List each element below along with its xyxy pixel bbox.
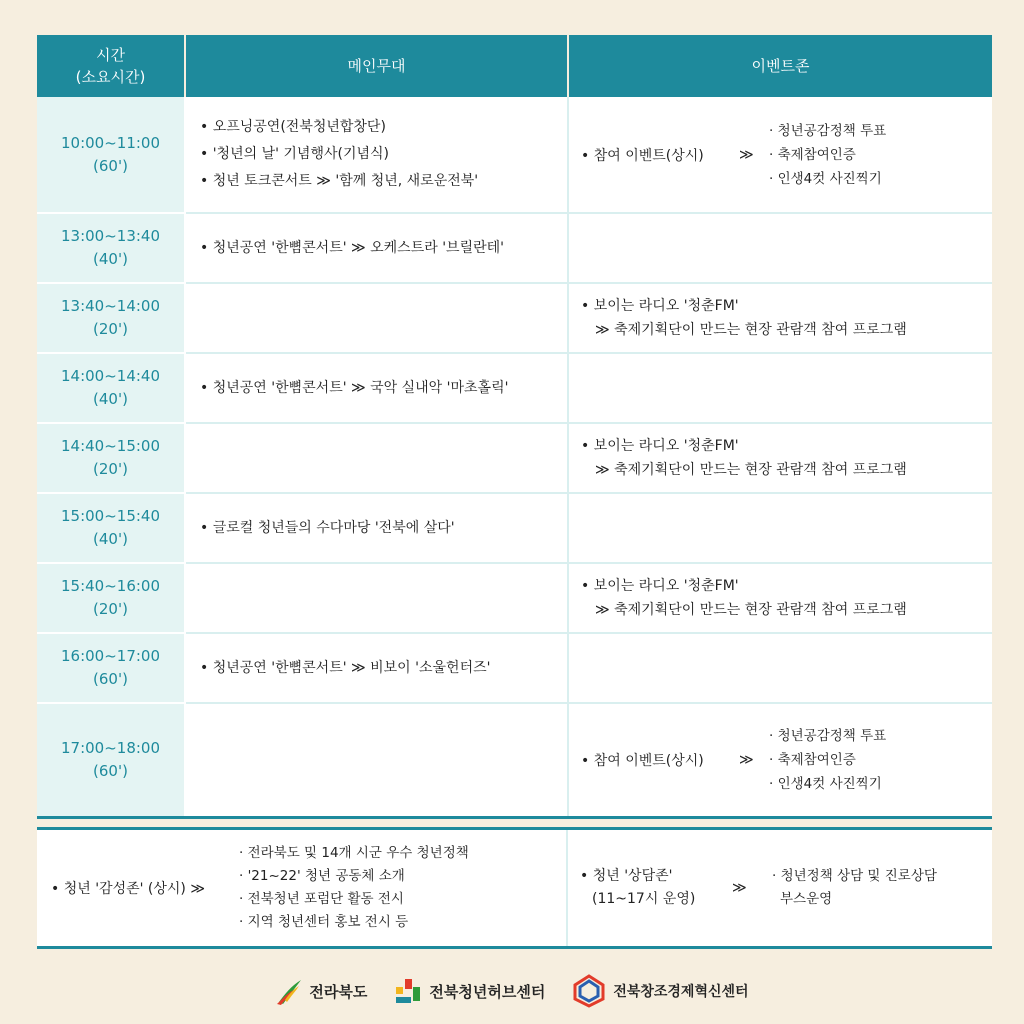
event-sub-item: · 인생4컷 사진찍기 xyxy=(769,170,882,187)
header-time-line2: (소요시간) xyxy=(75,68,146,86)
event-zone-cell xyxy=(568,97,992,213)
event-zone-cell xyxy=(568,353,992,423)
main-item: • 글로컬 청년들의 수다마당 '전북에 살다' xyxy=(200,519,455,536)
event-label: • 참여 이벤트(상시) xyxy=(581,147,704,164)
time-duration: (60') xyxy=(93,670,128,688)
event-sub-item: · 축제참여인증 xyxy=(769,751,856,768)
main-stage-cell xyxy=(185,493,568,563)
time-range: 13:00~13:40 xyxy=(60,227,161,245)
emotion-zone-cell xyxy=(37,830,568,946)
time-cell xyxy=(37,213,185,283)
consult-zone-hours: (11~17시 운영) xyxy=(592,891,696,907)
event-sub-item: · 축제참여인증 xyxy=(769,146,856,163)
event-zone-cell xyxy=(568,493,992,563)
emotion-zone-label: • 청년 '감성존' (상시) ≫ xyxy=(51,881,206,897)
main-stage-cell xyxy=(185,283,568,353)
main-item: • '청년의 날' 기념행사(기념식) xyxy=(200,146,389,162)
main-item: • 청년공연 '한뼘콘서트' ≫ 국악 실내악 '마초홀릭' xyxy=(200,379,509,396)
logo-youth-hub xyxy=(393,975,545,1007)
time-cell xyxy=(37,97,185,213)
table-row xyxy=(37,213,992,283)
time-duration: (40') xyxy=(93,250,128,268)
main-stage-cell xyxy=(185,633,568,703)
time-duration: (20') xyxy=(93,320,128,338)
logo-text: 전북창조경제혁신센터 xyxy=(613,984,749,1000)
table-row xyxy=(37,493,992,563)
radio-title: • 보이는 라디오 '청춘FM' xyxy=(581,298,739,314)
time-range: 15:00~15:40 xyxy=(60,507,161,525)
time-range: 10:00~11:00 xyxy=(60,133,161,152)
emotion-zone-item: · 전북청년 포럼단 활동 전시 xyxy=(239,891,404,907)
main-item: • 청년공연 '한뼘콘서트' ≫ 오케스트라 '브릴란테' xyxy=(200,239,504,256)
emotion-zone-item: · 전라북도 및 14개 시군 우수 청년정책 xyxy=(239,845,469,861)
event-sub-item: · 청년공감정책 투표 xyxy=(769,122,887,139)
main-stage-cell xyxy=(185,213,568,283)
table-row xyxy=(37,283,992,353)
consult-zone-label: • 청년 '상담존' xyxy=(580,868,673,884)
radio-desc: ≫ 축제기획단이 만드는 현장 관람객 참여 프로그램 xyxy=(595,602,907,618)
event-zone-cell xyxy=(568,703,992,817)
time-range: 13:40~14:00 xyxy=(60,297,161,315)
time-duration: (20') xyxy=(93,600,128,618)
jeonbuk-emblem-icon xyxy=(275,976,303,1006)
event-label: • 참여 이벤트(상시) xyxy=(581,752,704,769)
consult-zone-cell xyxy=(568,830,992,946)
time-duration: (20') xyxy=(93,460,128,478)
time-duration: (60') xyxy=(93,761,128,780)
logo-jeollabuk-do xyxy=(275,976,367,1006)
time-range: 14:40~15:00 xyxy=(60,437,161,455)
time-cell xyxy=(37,493,185,563)
time-cell xyxy=(37,283,185,353)
logo-creative-economy xyxy=(571,973,748,1009)
table-row xyxy=(37,97,992,213)
time-range: 14:00~14:40 xyxy=(60,367,161,385)
arrow-icon: ≫ xyxy=(739,146,754,163)
event-zone-cell xyxy=(568,423,992,493)
arrow-icon: ≫ xyxy=(732,880,747,896)
event-zone-cell xyxy=(568,633,992,703)
time-range: 17:00~18:00 xyxy=(60,738,161,757)
header-main-stage: 메인무대 xyxy=(185,35,568,97)
table-row xyxy=(37,353,992,423)
main-stage-cell xyxy=(185,703,568,817)
main-stage-cell xyxy=(185,97,568,213)
time-range: 15:40~16:00 xyxy=(60,577,161,595)
main-stage-cell xyxy=(185,563,568,633)
radio-desc: ≫ 축제기획단이 만드는 현장 관람객 참여 프로그램 xyxy=(595,462,907,478)
consult-zone-item: · 청년정책 상담 및 진로상담 xyxy=(772,868,937,884)
youth-hub-emblem-icon xyxy=(393,975,423,1007)
time-duration: (40') xyxy=(93,390,128,408)
header-time-line1: 시간 xyxy=(96,46,125,64)
event-sub-item: · 인생4컷 사진찍기 xyxy=(769,775,882,792)
event-zone-cell xyxy=(568,213,992,283)
consult-zone-item: 부스운영 xyxy=(780,891,833,907)
table-row xyxy=(37,423,992,493)
logo-text: 전북청년허브센터 xyxy=(429,982,546,1001)
emotion-zone-item: · 지역 청년센터 홍보 전시 등 xyxy=(239,914,409,930)
main-item: • 청년공연 '한뼘콘서트' ≫ 비보이 '소울헌터즈' xyxy=(200,659,491,676)
table-row xyxy=(37,703,992,817)
header-row xyxy=(37,35,992,97)
header-time xyxy=(37,35,185,97)
footer-logos xyxy=(0,966,1024,1016)
main-item: • 청년 토크콘서트 ≫ '함께 청년, 새로운전북' xyxy=(200,173,479,189)
table-row xyxy=(37,633,992,703)
event-sub-item: · 청년공감정책 투표 xyxy=(769,727,887,744)
creative-economy-emblem-icon xyxy=(571,973,607,1009)
header-event-zone: 이벤트존 xyxy=(568,35,992,97)
logo-text: 전라북도 xyxy=(309,982,368,1001)
table-row xyxy=(37,563,992,633)
time-duration: (40') xyxy=(93,530,128,548)
time-cell xyxy=(37,703,185,817)
main-stage-cell xyxy=(185,353,568,423)
time-range: 16:00~17:00 xyxy=(60,647,161,665)
event-zone-cell xyxy=(568,283,992,353)
time-cell xyxy=(37,423,185,493)
event-zone-cell xyxy=(568,563,992,633)
time-cell xyxy=(37,633,185,703)
main-stage-cell xyxy=(185,423,568,493)
extra-zones xyxy=(37,827,992,949)
arrow-icon: ≫ xyxy=(739,751,754,768)
main-item: • 오프닝공연(전북청년합창단) xyxy=(200,119,386,135)
radio-desc: ≫ 축제기획단이 만드는 현장 관람객 참여 프로그램 xyxy=(595,322,907,338)
radio-title: • 보이는 라디오 '청춘FM' xyxy=(581,578,739,594)
schedule-table xyxy=(37,35,992,819)
time-cell xyxy=(37,353,185,423)
time-duration: (60') xyxy=(93,156,128,175)
time-cell xyxy=(37,563,185,633)
radio-title: • 보이는 라디오 '청춘FM' xyxy=(581,438,739,454)
emotion-zone-item: · '21~22' 청년 공동체 소개 xyxy=(239,868,405,884)
